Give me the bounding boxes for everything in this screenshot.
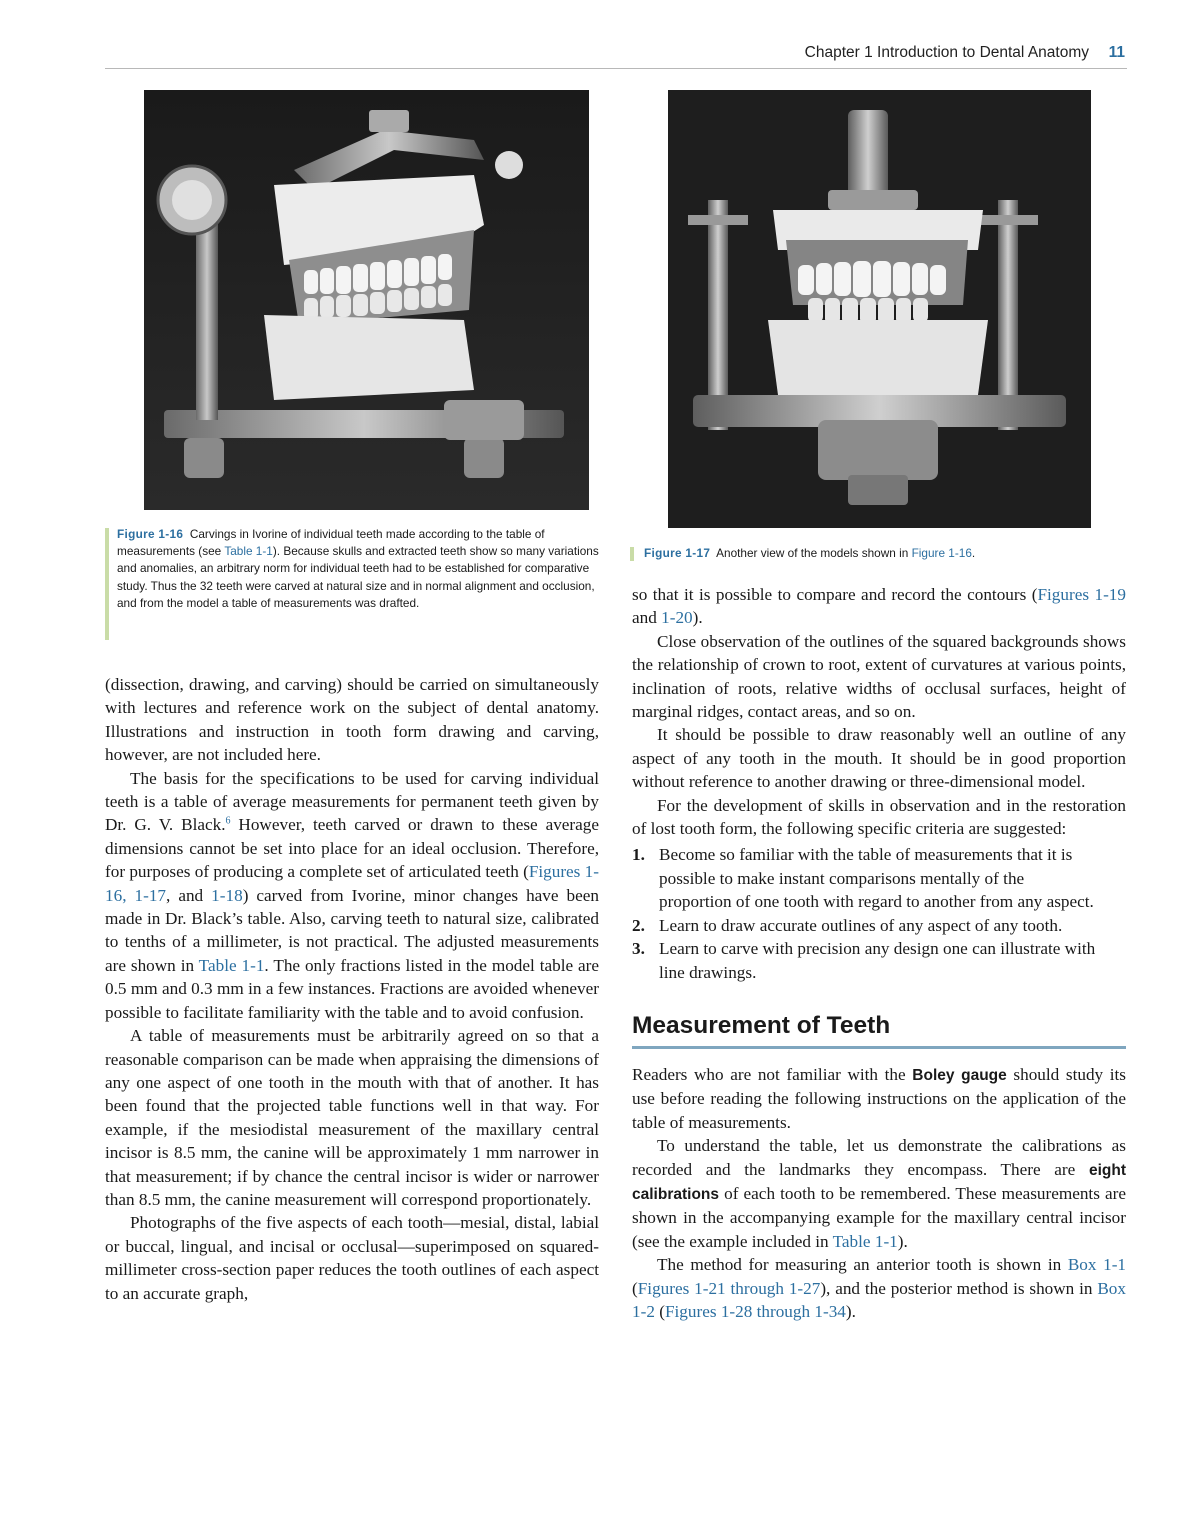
text: However, teeth carved or drawn to these average dimensions cannot be set into place for an ideal occlusion. Therefore, for purposes of producing a complete set of articulated teeth ( xyxy=(105,815,600,882)
paragraph xyxy=(632,1134,1126,1253)
running-header xyxy=(105,40,1127,69)
text: ) carved from Ivorine, minor changes have been made in Dr. Black’s table. Also, carving teeth to natural size, calibrated to tenths of a millimeter, is not practical. The adjusted measurements are shown in xyxy=(105,885,599,975)
bold-term: eight calibrations xyxy=(632,1161,1126,1203)
chapter-title: Chapter 1 Introduction to Dental Anatomy xyxy=(804,44,1089,61)
text: ). xyxy=(897,1231,908,1251)
figure-link[interactable]: Figure 1-16 xyxy=(911,546,972,560)
bold-term: Boley gauge xyxy=(912,1066,1007,1084)
box-link[interactable]: Box 1-1 xyxy=(1067,1255,1127,1275)
text: ), and the posterior method is shown in xyxy=(820,1278,1098,1298)
page-number: 11 xyxy=(1108,44,1125,61)
figure-1-17-caption xyxy=(630,545,1144,562)
table-link[interactable]: Table 1-1 xyxy=(198,955,265,975)
section-heading: Measurement of Teeth xyxy=(632,1010,1126,1049)
caption-text: . xyxy=(971,546,976,560)
text: Readers who are not familiar with the xyxy=(632,1064,913,1084)
left-column xyxy=(105,673,599,1305)
paragraph xyxy=(632,583,1126,630)
list-text: Learn to carve with precision any design one can illustrate with line drawings. xyxy=(659,939,1096,982)
text: of each tooth to be remembered. These measurements are shown in the accompanying example for the maxillary central incisor (see the example included in xyxy=(632,1183,1126,1251)
section-body xyxy=(632,1063,1126,1323)
paragraph xyxy=(632,1253,1126,1323)
text: To understand the table, let us demonstrate the calibrations as recorded and the landmarks they encompass. There are xyxy=(632,1136,1126,1179)
list-text: Learn to draw accurate outlines of any aspect of any tooth. xyxy=(659,915,1063,935)
paragraph: It should be possible to draw reasonably well an outline of any aspect of any tooth in the mouth. It should be in good proportion without reference to another drawing or three-dimensional model. xyxy=(632,725,1126,792)
text: so that it is possible to compare and record the contours ( xyxy=(632,585,1038,604)
text: should study its use before reading the following instructions on the application of the table of measurements. xyxy=(632,1064,1126,1132)
text: . The only fractions listed in the model table are 0.5 mm and 0.3 mm in a few instances. Fractions are avoided whenever possible to facilitate familiarity with the table and to avoid confusion. xyxy=(105,955,599,1022)
criteria-list xyxy=(632,843,1126,983)
figure-link[interactable]: Figures 1-28 through 1-34 xyxy=(664,1301,846,1321)
paragraph: Photographs of the five aspects of each tooth—mesial, distal, labial or buccal, lingual, and incisal or occlusal—superimposed on squared-millimeter cross-section paper reduces the tooth outlines of each aspect to an accurate graph, xyxy=(105,1213,599,1303)
caption-text: Another view of the models shown in xyxy=(716,546,909,560)
caption-text: Carvings in Ivorine of individual teeth made according to the table of measurements (see xyxy=(117,527,545,559)
figure-1-16-photo xyxy=(144,90,589,510)
text: and xyxy=(632,608,662,628)
figure-link[interactable]: 1-20 xyxy=(661,608,693,628)
text: , and xyxy=(166,885,212,905)
list-number: 3. xyxy=(632,939,645,959)
paragraph: (dissection, drawing, and carving) should be carried on simultaneously with lectures and reference work on the subject of dental anatomy. Illustrations and instruction in tooth form drawing and carving, however, are not included here. xyxy=(105,675,599,765)
reference-superscript[interactable]: 6 xyxy=(225,815,231,827)
articulator-illustration xyxy=(144,90,589,510)
figure-label: Figure 1-17 xyxy=(644,546,711,560)
table-link[interactable]: Table 1-1 xyxy=(832,1231,898,1251)
figure-link[interactable]: 1-18 xyxy=(211,885,243,905)
list-item xyxy=(632,843,1099,913)
figure-link[interactable]: Figures 1-16, 1-17 xyxy=(105,862,599,905)
list-text: Become so familiar with the table of measurements that it is possible to make instant comparisons mentally of the proportion of one tooth with regard to another from any aspect. xyxy=(659,845,1094,912)
right-column xyxy=(632,583,1126,1323)
caption-accent-bar xyxy=(105,528,109,640)
paragraph: Close observation of the outlines of the squared backgrounds shows the relationship of crown to root, extent of curvatures at various points, inclination of roots, relative widths of occlusal surfaces, height of marginal ridges, contact areas, and so on. xyxy=(632,631,1126,722)
figure-1-16-caption xyxy=(105,526,612,612)
paragraph xyxy=(105,767,599,1024)
paragraph xyxy=(632,1063,1126,1134)
paragraph: For the development of skills in observation and in the restoration of lost tooth form, the following specific criteria are suggested: xyxy=(632,795,1126,839)
text: The method for measuring an anterior tooth is shown in xyxy=(657,1255,1068,1275)
list-number: 1. xyxy=(632,845,645,865)
text: ( xyxy=(654,1301,665,1321)
text: ). xyxy=(692,608,703,628)
figure-label: Figure 1-16 xyxy=(117,527,184,541)
text: ( xyxy=(632,1278,638,1298)
paragraph: A table of measurements must be arbitrarily agreed on so that a reasonable comparison can be made when appraising the dimensions of any one aspect of one tooth in the mouth with that of another. It has been found that the projected table functions well in that way. For example, if the mesiodistal measurement of the maxillary central incisor is 8.5 mm, the canine will be approximately 1 mm narrower in that measurement; if by chance the central incisor is wider or narrower than 8.5 mm, the canine measurement will correspond proportionately. xyxy=(105,1026,599,1209)
text: The basis for the specifications to be used for carving individual teeth is a table of average measurements for permanent teeth given by Dr. G. V. Black. xyxy=(105,768,599,835)
list-item xyxy=(632,937,1099,984)
list-item xyxy=(632,914,1099,937)
text: ). xyxy=(845,1301,856,1321)
table-link[interactable]: Table 1-1 xyxy=(224,544,273,559)
caption-text: ). Because skulls and extracted teeth show so many variations and anomalies, an arbitrary norm for individual teeth had to be established for comparative study. Thus the 32 teeth were carved at natural size and in normal alignment and occlusion, and from the model a table of measurements was drafted. xyxy=(117,544,599,610)
caption-accent-bar xyxy=(630,547,634,561)
figure-1-17-photo xyxy=(668,90,1091,528)
box-link[interactable]: Box 1-2 xyxy=(632,1278,1126,1321)
figure-link[interactable]: Figures 1-21 through 1-27 xyxy=(637,1278,821,1298)
figure-link[interactable]: Figures 1-19 xyxy=(1037,585,1126,604)
articulator-front-illustration xyxy=(668,90,1091,528)
list-number: 2. xyxy=(632,915,645,935)
